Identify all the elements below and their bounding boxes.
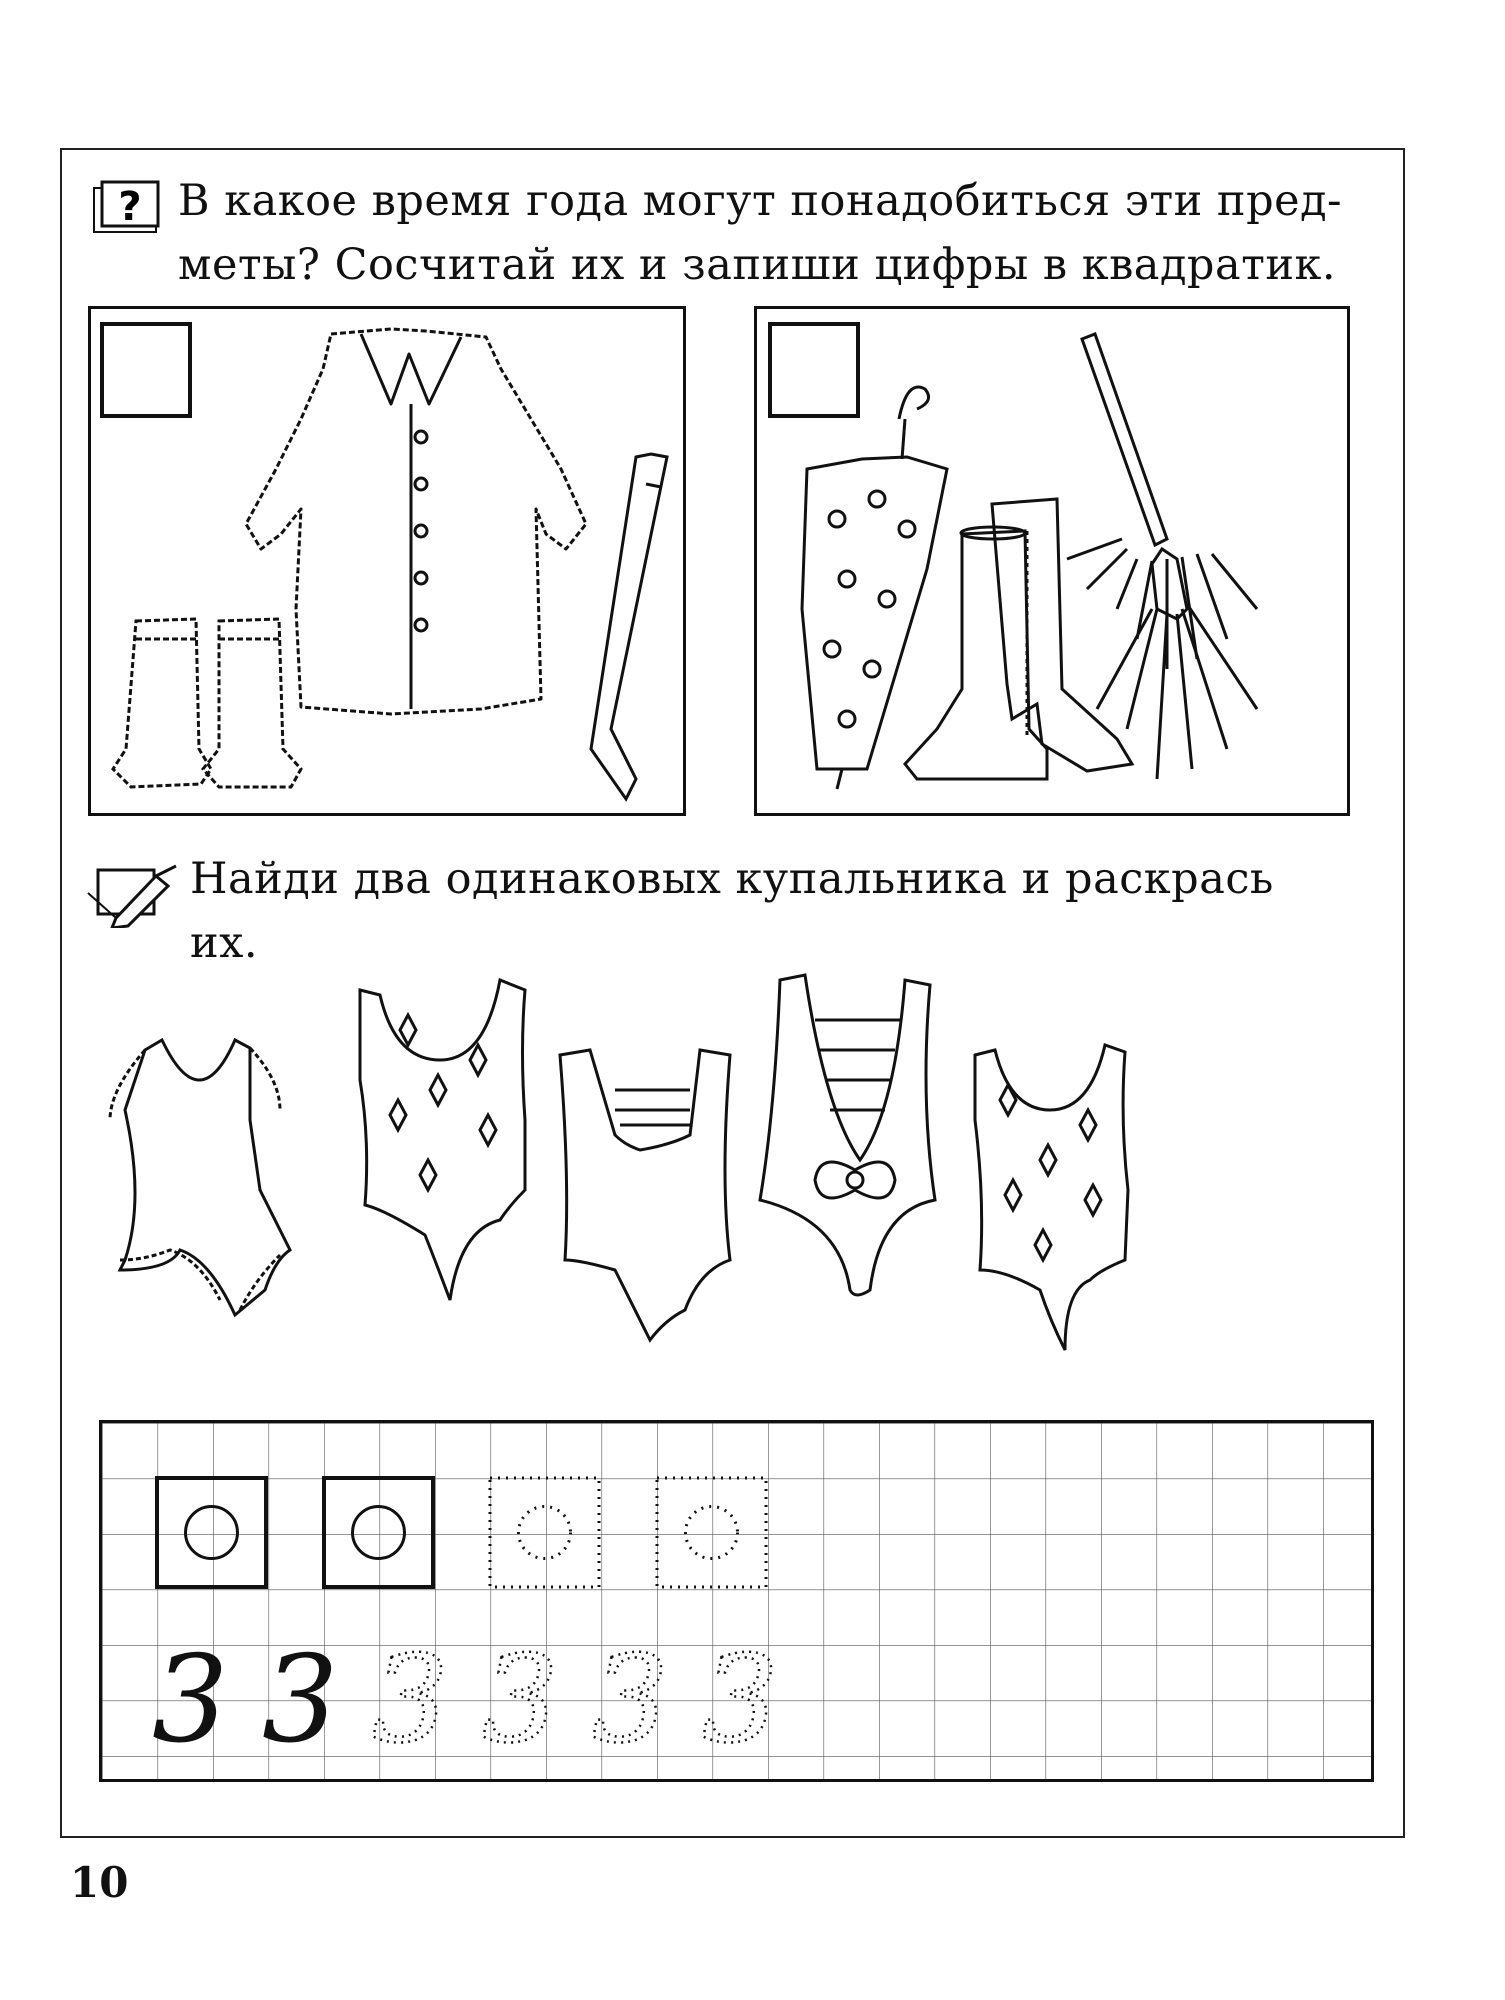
umbrella-icon bbox=[802, 387, 947, 789]
swimsuit-4[interactable] bbox=[760, 975, 935, 1295]
felt-boots-icon bbox=[113, 619, 301, 787]
fur-coat-icon bbox=[246, 329, 586, 714]
autumn-items-drawing bbox=[757, 309, 1353, 819]
swimsuit-2[interactable] bbox=[360, 980, 525, 1300]
autumn-items-panel bbox=[754, 306, 1350, 816]
swimsuits-row bbox=[80, 960, 1360, 1400]
pencil-icon bbox=[86, 858, 184, 928]
question-mark-icon bbox=[92, 180, 160, 234]
copybook-grid bbox=[99, 1420, 1374, 1782]
swimsuit-1[interactable] bbox=[110, 1040, 290, 1315]
digit-dotted[interactable]: 3 bbox=[702, 1631, 779, 1770]
digit-dotted[interactable]: 3 bbox=[372, 1631, 449, 1770]
digit-dotted[interactable]: 3 bbox=[592, 1631, 669, 1770]
swimsuit-3[interactable] bbox=[560, 1050, 730, 1340]
task2-line2: их. bbox=[190, 918, 259, 968]
task1-line2: меты? Сосчитай их и запиши цифры в квадратик. bbox=[178, 240, 1337, 290]
rubber-boots-icon bbox=[905, 499, 1132, 779]
winter-items-panel bbox=[88, 306, 686, 816]
task1-line1: В какое время года могут понадобиться эти пред- bbox=[178, 176, 1343, 226]
task2-line1: Найди два одинаковых купальника и раскрась bbox=[190, 854, 1274, 904]
page-number: 10 bbox=[70, 1858, 129, 1907]
hockey-stick-icon bbox=[591, 454, 667, 799]
digit-sample: 3 bbox=[262, 1631, 339, 1770]
digit-dotted[interactable]: 3 bbox=[482, 1631, 559, 1770]
copybook-practice bbox=[102, 1423, 1371, 1779]
swimsuit-5[interactable] bbox=[975, 1045, 1128, 1350]
winter-items-drawing bbox=[91, 309, 689, 819]
broom-icon bbox=[1067, 334, 1257, 779]
question-mark-glyph: ? bbox=[118, 184, 142, 230]
digit-sample: 3 bbox=[152, 1631, 229, 1770]
